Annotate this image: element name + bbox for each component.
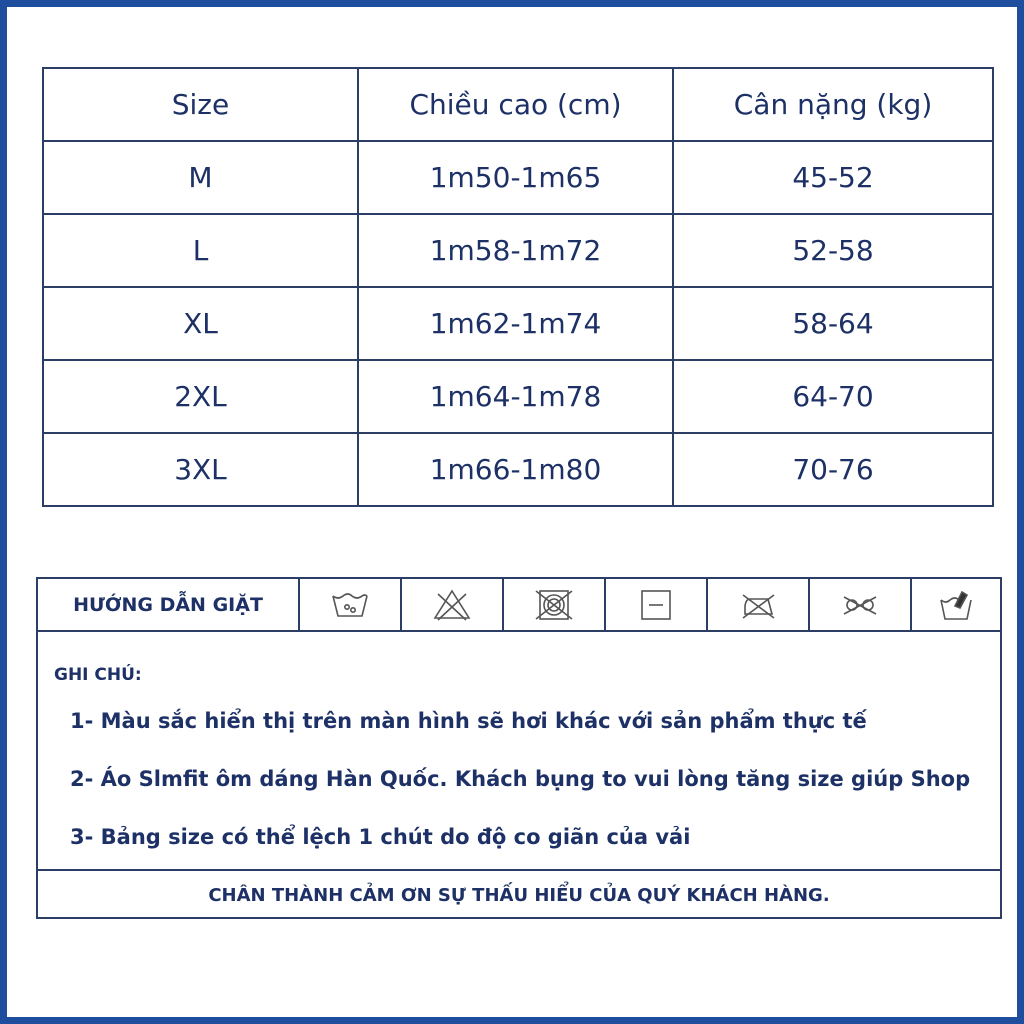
cell-height: 1m50-1m65: [358, 141, 673, 214]
no-bleach-icon: [402, 579, 504, 630]
table-row: [43, 287, 993, 360]
cell-size: 2XL: [43, 360, 358, 433]
table-row: [43, 214, 993, 287]
cell-height: 1m62-1m74: [358, 287, 673, 360]
care-instructions-row: [38, 579, 1000, 632]
note-item: 3- Bảng size có thể lệch 1 chút do độ co giãn của vải: [70, 825, 691, 849]
cell-height: 1m64-1m78: [358, 360, 673, 433]
iron-low-icon: [708, 579, 810, 630]
wash-30-icon: [300, 579, 402, 630]
table-row: [43, 433, 993, 506]
header-size: Size: [43, 68, 358, 141]
note-item: 2- Áo Slmfit ôm dáng Hàn Quốc. Khách bụng to vui lòng tăng size giúp Shop: [70, 767, 971, 791]
cell-size: XL: [43, 287, 358, 360]
cell-weight: 58-64: [673, 287, 993, 360]
header-weight: Cân nặng (kg): [673, 68, 993, 141]
cell-weight: 64-70: [673, 360, 993, 433]
care-title: HƯỚNG DẪN GIẶT: [38, 579, 300, 630]
cell-weight: 70-76: [673, 433, 993, 506]
cell-size: M: [43, 141, 358, 214]
no-dry-clean-icon: [810, 579, 912, 630]
hand-wash-icon: [912, 579, 1000, 630]
no-tumble-dry-icon: [504, 579, 606, 630]
note-item: 1- Màu sắc hiển thị trên màn hình sẽ hơi khác với sản phẩm thực tế: [70, 709, 867, 733]
cell-height: 1m58-1m72: [358, 214, 673, 287]
size-table: [42, 67, 994, 507]
cell-size: L: [43, 214, 358, 287]
table-header-row: [43, 68, 993, 141]
header-height: Chiều cao (cm): [358, 68, 673, 141]
thank-you-message: CHÂN THÀNH CẢM ƠN SỰ THẤU HIỂU CỦA QUÝ KHÁCH HÀNG.: [38, 869, 1000, 919]
table-row: [43, 360, 993, 433]
table-row: [43, 141, 993, 214]
cell-size: 3XL: [43, 433, 358, 506]
cell-weight: 52-58: [673, 214, 993, 287]
cell-height: 1m66-1m80: [358, 433, 673, 506]
cell-weight: 45-52: [673, 141, 993, 214]
notes-title: GHI CHÚ:: [54, 665, 142, 685]
dry-flat-icon: [606, 579, 708, 630]
care-box: [36, 577, 1002, 919]
